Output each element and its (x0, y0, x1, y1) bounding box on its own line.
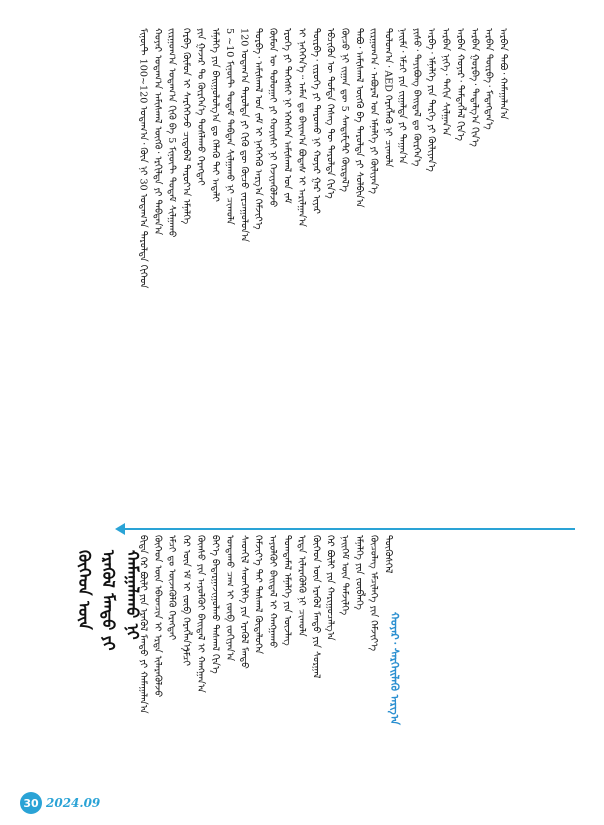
text-column: ᠬᠦᠴᠦ ᠨᠢ ᠵᠢᠭᠠᠨ ᠳᠦ 5 ᠰᠠᠨᠲᠢᠮᠧᠲ᠋ᠷ ᠬᠦᠷᠲᠡᠯ᠎ᠡ (339, 28, 351, 192)
text-column: ᠤᠨᠲᠠᠬᠤ ᠴᠠᠭ ᠢ ᠵᠥᠪ ᠵᠣᠬᠢᠶᠠᠨ᠎ᠠ (223, 535, 235, 662)
text-column: ᠭᠡᠷ ᠦᠨ ᠡᠮ ᠢ ᠵᠥᠪ ᠬᠡᠷᠡᠭᠯᠡᠨ᠎ᠡ (180, 535, 192, 652)
text-column: ᠮᠢᠨᠦ᠋ᠲ 100~120 ᠤᠳᠠᠭ᠎ᠠ᠂ ᠭᠦᠨ ᠨᠢ 30 ᠤᠳᠠᠭ᠎ᠠ ᠳᠠᠷᠤᠯᠲᠠ ᠬᠢᠭᠡᠳ (137, 28, 149, 289)
text-column: ᠶᠢᠰᠦ᠂ ᠲᠠᠶᠢᠪᠤᠩ ᠪᠠᠢᠳᠠᠯ ᠳᠤ ᠬᠦᠷᠭᠡᠨ᠎ᠡ (411, 28, 423, 167)
text-column: ᠠᠶᠤᠯᠭᠦᠢ ᠪᠠᠢᠳᠠᠯ ᠢ ᠬᠠᠩᠭᠠᠬᠤ (267, 535, 279, 649)
text-column: ᠠᠷᠪᠠᠨ ᠬᠣᠶᠠᠷ᠂ ᠲᠡᠮᠳᠡᠭᠯᠡᠯ ᠬᠢᠨ᠎ᠡ (454, 28, 466, 142)
text-column: ᠡᠷᠲᠡ ᠢᠯᠡᠷᠡᠭᠦᠯᠬᠦ ᠨᠢ ᠴᠢᠬᠤᠯᠠ (295, 535, 307, 637)
text-column: ᠢ ᠨᠡᠭᠡᠭᠡᠨ᠎ᠡ᠃ ᠠᠮᠠᠨ ᠳᠤ ᠪᠠᠢᠭ᠎ᠠ ᠪᠤᠳᠠᠰ ᠢ ᠠᠷᠢᠯᠭᠠᠨ᠎ᠠ (295, 28, 307, 228)
text-column: ᠡᠷᠦᠬᠡ ᠶᠢ ᠳᠡᠭᠡᠭᠰᠢ ᠨᠢ ᠡᠭᠡᠰᠭᠡᠨ ᠠᠮᠢᠰᠭᠠᠯ ᠤᠨ ᠵᠠᠮ (281, 28, 293, 204)
text-column: ᠨᠡᠢᠭᠡᠮ ᠦᠨ ᠳᠡᠮᠵᠢᠯᠭᠡ (339, 535, 351, 616)
text-column: ᠡᠮᠨᠡᠯᠭᠡ ᠶᠢᠨ ᠵᠥᠪᠯᠡᠭᠡ (353, 535, 365, 610)
text-column: ᠬᠦᠴᠦᠯᠡᠭ ᠡᠮᠴᠢᠯᠡᠭᠡ ᠶᠢᠨ ᠬᠡᠮᠵᠢᠶ᠎ᠡ (367, 535, 379, 652)
text-column: ᠡᠮᠨᠡᠯᠭᠡ ᠶᠢᠨ ᠪᠠᠢᠭᠤᠯᠤᠯᠭ᠎ᠠ ᠳᠤ ᠬᠡᠯᠡᠬᠦ ᠲᠡᠢ ᠠᠳᠠᠯᠢ (209, 28, 221, 202)
text-column: ᠰᠡᠳᠬᠢᠯ ᠰᠡᠳᠬᠢᠯᠭᠡ ᠶᠢᠨ ᠡᠷᠡᠬᠦᠯ ᠮᠡᠨᠳᠦ (238, 535, 250, 669)
page-number: 30 (20, 792, 42, 814)
text-column: ᠠᠷᠪᠠ᠂ ᠡᠮᠨᠡᠯᠭᠡ ᠶᠢᠨ ᠲᠡᠷᠭᠡ ᠶᠢ ᠬᠦᠯᠢᠶᠡᠨ᠎ᠡ (425, 28, 437, 172)
text-column: ᠵᠢᠷᠭᠤᠭ᠎ᠠ ᠤᠳᠠᠭ᠎ᠠ ᠬᠢᠬᠦ ᠪᠠ 5 ᠮᠢᠨᠦ᠋ᠲ ᠲᠤᠲᠠᠮ ᠰᠢᠯᠭᠠᠬᠤ (166, 28, 178, 238)
text-column: ᠬᠣᠶᠠᠷ ᠤᠳᠠᠭ᠎ᠠ ᠠᠮᠢᠰᠭᠠᠯ ᠥᠭᠬᠦ᠂ ᠡᠷᠭᠢᠯᠲᠡ ᠶᠢ ᠳᠠᠪᠲᠠᠨ᠎ᠠ (151, 28, 163, 236)
issue-label: 2024.09 (46, 796, 101, 810)
text-column: ᠪᠡᠶ᠎ᠡ ᠪᠠᠳᠠᠷᠭᠠᠵᠢᠭᠤᠯᠬᠤ ᠳᠠᠰᠬᠠᠯ ᠬᠢᠨ᠎ᠡ (209, 535, 221, 674)
text-column: ᠠᠷᠪᠠᠨ ᠭᠤᠷᠪᠠ᠂ ᠲᠠᠲᠠᠯᠭ᠎ᠠ ᠬᠢᠨ᠎ᠡ (468, 28, 480, 147)
text-column: ᠭᠡᠷ ᠪᠦᠯᠢ ᠶᠢᠨ ᠬᠠᠷᠢᠭᠤᠴᠠᠯᠭ᠎ᠠ (324, 535, 336, 641)
article-title (70, 540, 142, 790)
text-column: ᠠᠷᠪᠠᠨ ᠳᠥᠷᠪᠡ᠂ ᠮᠡᠳᠡᠭᠳᠡᠨ᠎ᠡ (483, 28, 495, 130)
text-column: ᠳᠥᠷᠪᠡ᠂ ᠵᠢᠷᠦᠬᠡ ᠶᠢ ᠳᠠᠷᠤᠬᠤ ᠨᠢ ᠬᠣᠶᠠᠷ ᠭᠠᠷ ᠢᠶᠠᠷ (310, 28, 322, 214)
author-byline: ᠡᠮᠴᠢ (180, 648, 191, 667)
text-column: ᠬᠦᠨᠰᠦ ᠶᠢᠨ ᠠᠶᠤᠯᠭᠦᠢ ᠪᠠᠢᠳᠠᠯ ᠢ ᠬᠠᠩᠭᠠᠨ᠎ᠠ (195, 535, 207, 693)
text-column: ᠲᠣᠭᠲᠠᠮᠠᠯ ᠡᠮᠨᠡᠯᠭᠡ ᠶᠢᠨ ᠦᠵᠯᠡᠭ (281, 535, 293, 646)
text-column: ᠵᠢᠷᠭᠤᠭ᠎ᠠ᠂ ᠠᠪᠤᠷᠠᠯ ᠤᠨ ᠡᠮᠨᠡᠯᠭᠡ ᠶᠢ ᠬᠦᠯᠢᠶᠡᠨ᠎ᠡ (367, 28, 379, 195)
text-column: ᠳᠤᠷᠪᠡ᠂ ᠠᠮᠢᠰᠭᠠᠯ ᠤᠨ ᠵᠠᠮ ᠢ ᠨᠡᠭᠡᠭᠡᠬᠦ ᠠᠷᠭ᠎ᠠ ᠬᠡᠮᠵᠢᠶ᠎ᠡ (252, 28, 264, 230)
text-column: ᠶᠢᠨ ᠭᠠᠵᠠᠷ ᠲᠤ ᠬᠦᠷᠭᠡᠨ᠎ᠡ ᠲᠤᠰᠯᠠᠬᠤ ᠬᠡᠷᠡᠭᠲᠡᠢ (195, 28, 207, 186)
text-column: ᠬᠦᠮᠦᠨ ᠦ ᠲᠣᠯᠤᠭᠠᠢ ᠶᠢ ᠬᠣᠶᠢᠰᠢ ᠨᠢ ᠬᠡᠵᠢᠶᠡᠭᠦᠯᠵᠦ (267, 28, 279, 208)
text-column: ᠪᠢᠳᠡ ᠭᠡᠷ ᠪᠦᠯᠢ ᠶᠢᠨ ᠡᠷᠡᠬᠦᠯ ᠮᠡᠨᠳᠦ ᠶᠢ ᠬᠠᠮᠠᠭᠠᠯᠠᠨ᠎ᠠ (137, 535, 149, 714)
text-column: ᠠᠷᠪᠠᠨ ᠲᠠᠪᠤ᠂ ᠬᠠᠮᠠᠭᠠᠯᠠᠨ᠎ᠠ (497, 28, 509, 120)
article-body-bottom (135, 535, 555, 780)
divider-arrow-icon (115, 523, 125, 535)
text-column: 5 ~10 ᠮᠢᠨᠦ᠋ᠲ ᠲᠤᠲᠠᠮ ᠳᠠᠪᠲᠠᠨ ᠰᠢᠯᠭᠠᠬᠤ ᠨᠢ ᠴᠢᠬᠤᠯᠠ (223, 28, 235, 225)
text-column: ᠡᠪᠴᠢᠭᠦᠨ ᠦ ᠳᠤᠮᠳᠠ ᠬᠡᠰᠡᠭ ᠲᠦ ᠳᠠᠷᠤᠯᠲᠠ ᠬᠢᠨ᠎ᠡ (324, 28, 336, 199)
text-column: ᠠᠷᠪᠠᠨ ᠨᠢᠭᠡ᠂ ᠳᠠᠬᠢᠨ ᠰᠢᠯᠭᠠᠨ᠎ᠠ (439, 28, 451, 136)
text-column: ᠲᠥᠭᠦᠰᠬᠡᠯ (382, 535, 394, 574)
text-column: ᠬᠦᠬᠡᠳ ᠦᠨ ᠡᠷᠡᠬᠦᠯ ᠮᠡᠨᠳᠦ ᠶᠢᠨ ᠰᠤᠷᠭᠠᠯ (310, 535, 322, 679)
section-heading: ᠬᠣᠶᠠᠷ᠂ ᠰᠡᠷᠭᠡᠢᠯᠡᠬᠦ ᠠᠷᠭ᠎ᠠ (388, 612, 401, 725)
article-body-top (135, 28, 555, 528)
title-line-3: ᠬᠠᠮᠠᠭᠠᠯᠠᠬᠤ ᠨᠢ (123, 550, 142, 640)
text-column: ᠡᠮᠴᠢ ᠳᠤ ᠦᠵᠡᠭᠦᠯᠬᠦ ᠬᠡᠷᠡᠭᠲᠡᠢ (166, 535, 178, 641)
page-footer (20, 792, 100, 814)
text-column: ᠳᠣᠯᠤᠭ᠎ᠠ᠂ AED ᠬᠡᠷᠡᠭᠯᠡᠬᠦ ᠨᠢ ᠴᠢᠬᠤᠯᠠ (382, 28, 394, 168)
title-line-1: ᠬᠥᠬᠡᠳ ᠦᠨ (75, 550, 94, 630)
text-column: ᠬᠡᠷᠪᠡ ᠬᠦᠮᠦᠨ ᠢ ᠰᠡᠷᠭᠡᠭᠡᠵᠦ ᠴᠢᠳᠠᠪᠠᠯ ᠳᠠᠷᠤᠶ᠎ᠠ ᠡᠮᠨᠡᠯᠭᠡ (180, 28, 192, 225)
text-column: ᠨᠠᠢᠮᠠ᠂ ᠡᠮᠴᠢ ᠶᠢᠨ ᠵᠢᠭᠠᠯᠲᠠ ᠶᠢ ᠳᠠᠭᠠᠨ᠎ᠠ (396, 28, 408, 165)
text-column: ᠬᠡᠮᠵᠢᠶ᠎ᠡ ᠲᠠᠢ ᠳᠠᠰᠬᠠᠯ ᠬᠦᠳᠡᠯᠦᠭᠡᠨ (252, 535, 264, 655)
text-column: 120 ᠤᠳᠠᠭ᠎ᠠ ᠳᠠᠷᠤᠯᠲᠠ ᠶᠢ ᠬᠢᠬᠦ ᠳᠦ ᠬᠦᠴᠦ ᠵᠠᠷᠴᠠᠭᠤᠯᠤᠨ᠎ᠠ (238, 28, 250, 243)
text-column: ᠬᠦᠬᠡᠳ ᠦᠨ ᠡᠪᠡᠳᠴᠢᠨ ᠢ ᠡᠷᠲᠡ ᠢᠯᠡᠷᠡᠭᠦᠯᠵᠦ (151, 535, 163, 698)
section-divider (125, 528, 575, 530)
text-column: ᠲᠠᠪᠤ᠂ ᠠᠮᠢᠰᠭᠠᠯ ᠥᠭᠬᠦ ᠪᠠ ᠳᠠᠷᠤᠯᠲᠠ ᠶᠢ ᠰᠣᠯᠪᠢᠨ᠎ᠠ (353, 28, 365, 208)
title-line-2: ᠡᠷᠡᠬᠦᠯ ᠮᠡᠨᠳᠦ ᠶᠢ (99, 550, 118, 651)
